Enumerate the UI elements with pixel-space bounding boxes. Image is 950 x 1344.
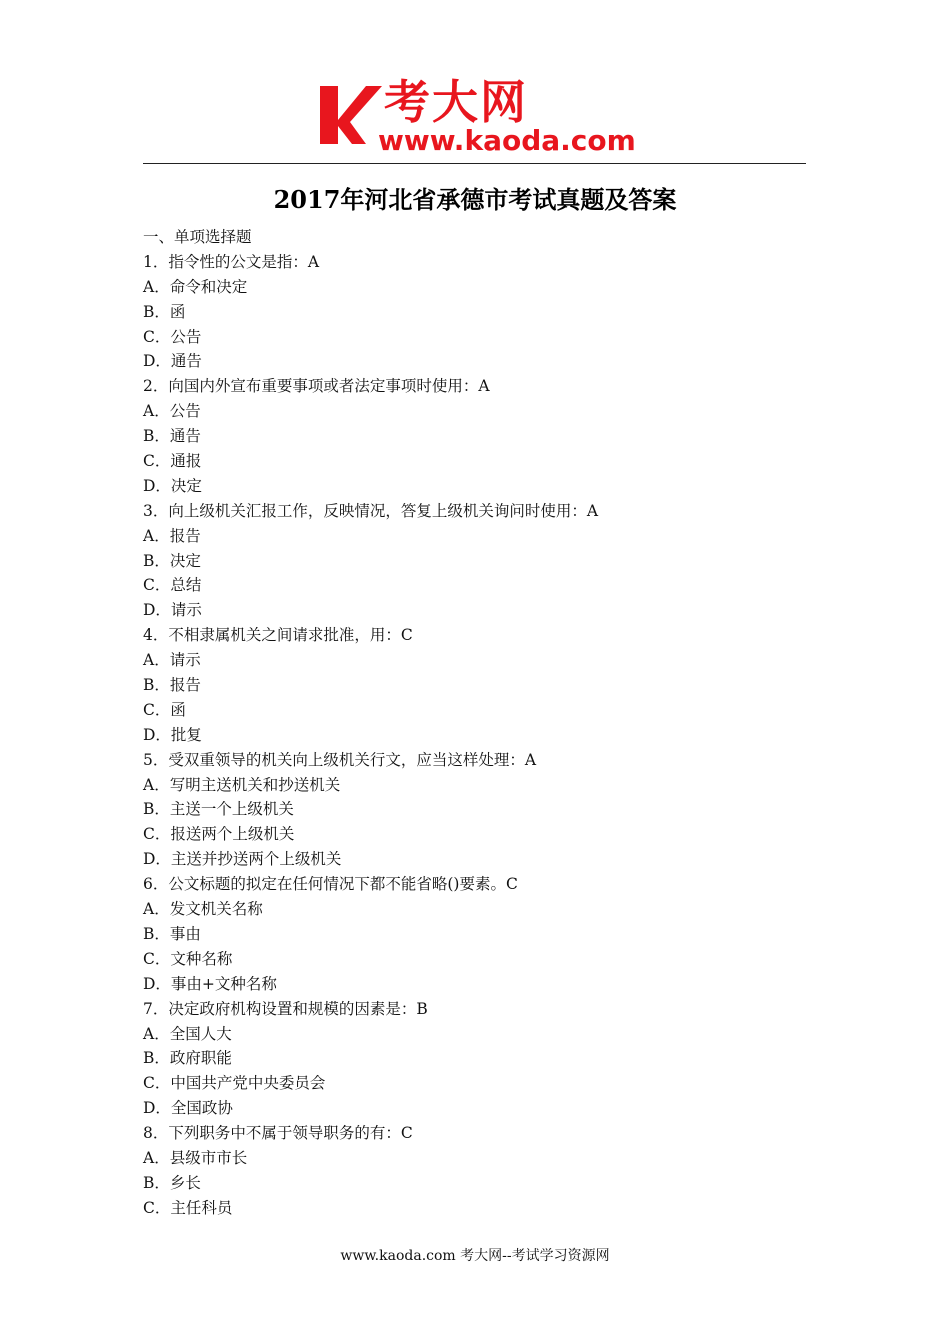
document-line: B．函 bbox=[143, 302, 186, 321]
document-line: C．报送两个上级机关 bbox=[143, 825, 295, 844]
document-line: 5．受双重领导的机关向上级机关行文，应当这样处理：A bbox=[143, 750, 537, 769]
document-line: D．通告 bbox=[143, 352, 202, 371]
document-line: 1．指令性的公文是指：A bbox=[143, 252, 320, 271]
document-line: A．县级市市长 bbox=[143, 1148, 248, 1167]
document-line: C．公告 bbox=[143, 327, 202, 346]
document-line: A．全国人大 bbox=[143, 1024, 232, 1043]
document-line: C．中国共产党中央委员会 bbox=[143, 1074, 326, 1093]
document-line: A．命令和决定 bbox=[143, 277, 248, 296]
document-line: B．决定 bbox=[143, 551, 201, 570]
document-line: D．事由+文种名称 bbox=[143, 974, 277, 993]
logo-url: www.kaoda.com bbox=[378, 124, 636, 157]
document-line: D．全国政协 bbox=[143, 1099, 233, 1118]
document-line: A．公告 bbox=[143, 402, 201, 421]
document-line: B．政府职能 bbox=[143, 1049, 232, 1068]
document-line: C．函 bbox=[143, 700, 186, 719]
document-line: A．报告 bbox=[143, 526, 201, 545]
kaoda-logo bbox=[316, 75, 638, 158]
page-footer: www.kaoda.com 考大网--考试学习资源网 bbox=[340, 1248, 610, 1264]
document-line: C．文种名称 bbox=[143, 949, 233, 968]
logo-k-icon bbox=[316, 82, 384, 148]
document-line: A．写明主送机关和抄送机关 bbox=[143, 775, 341, 794]
document-line: D．请示 bbox=[143, 601, 202, 620]
page-title: 2017年河北省承德市考试真题及答案 bbox=[273, 185, 677, 214]
document-line: 7．决定政府机构设置和规模的因素是：B bbox=[143, 999, 428, 1018]
document-line: 6．公文标题的拟定在任何情况下都不能省略()要素。C bbox=[143, 875, 518, 894]
document-line: C．通报 bbox=[143, 452, 202, 471]
document-line: B．报告 bbox=[143, 676, 201, 695]
document-line: B．主送一个上级机关 bbox=[143, 800, 294, 819]
document-line: 2．向国内外宣布重要事项或者法定事项时使用：A bbox=[143, 377, 490, 396]
document-line: A．请示 bbox=[143, 651, 201, 670]
document-line: 3．向上级机关汇报工作，反映情况，答复上级机关询问时使用：A bbox=[143, 501, 599, 520]
document-line: 4．不相隶属机关之间请求批准，用：C bbox=[143, 626, 413, 645]
document-line: 一、单项选择题 bbox=[143, 228, 252, 246]
document-line: C．总结 bbox=[143, 576, 202, 595]
document-line: C．主任科员 bbox=[143, 1198, 233, 1217]
document-line: B．乡长 bbox=[143, 1173, 201, 1192]
document-line: 8．下列职务中不属于领导职务的有：C bbox=[143, 1124, 413, 1143]
header-divider bbox=[143, 163, 806, 164]
document-line: A．发文机关名称 bbox=[143, 900, 263, 919]
document-line: D．决定 bbox=[143, 476, 202, 495]
document-line: B．通告 bbox=[143, 427, 201, 446]
document-line: D．批复 bbox=[143, 725, 202, 744]
document-line: B．事由 bbox=[143, 924, 201, 943]
document-line: D．主送并抄送两个上级机关 bbox=[143, 850, 342, 869]
question-list bbox=[143, 225, 806, 1221]
logo-brand-name: 考大网 bbox=[384, 75, 528, 129]
